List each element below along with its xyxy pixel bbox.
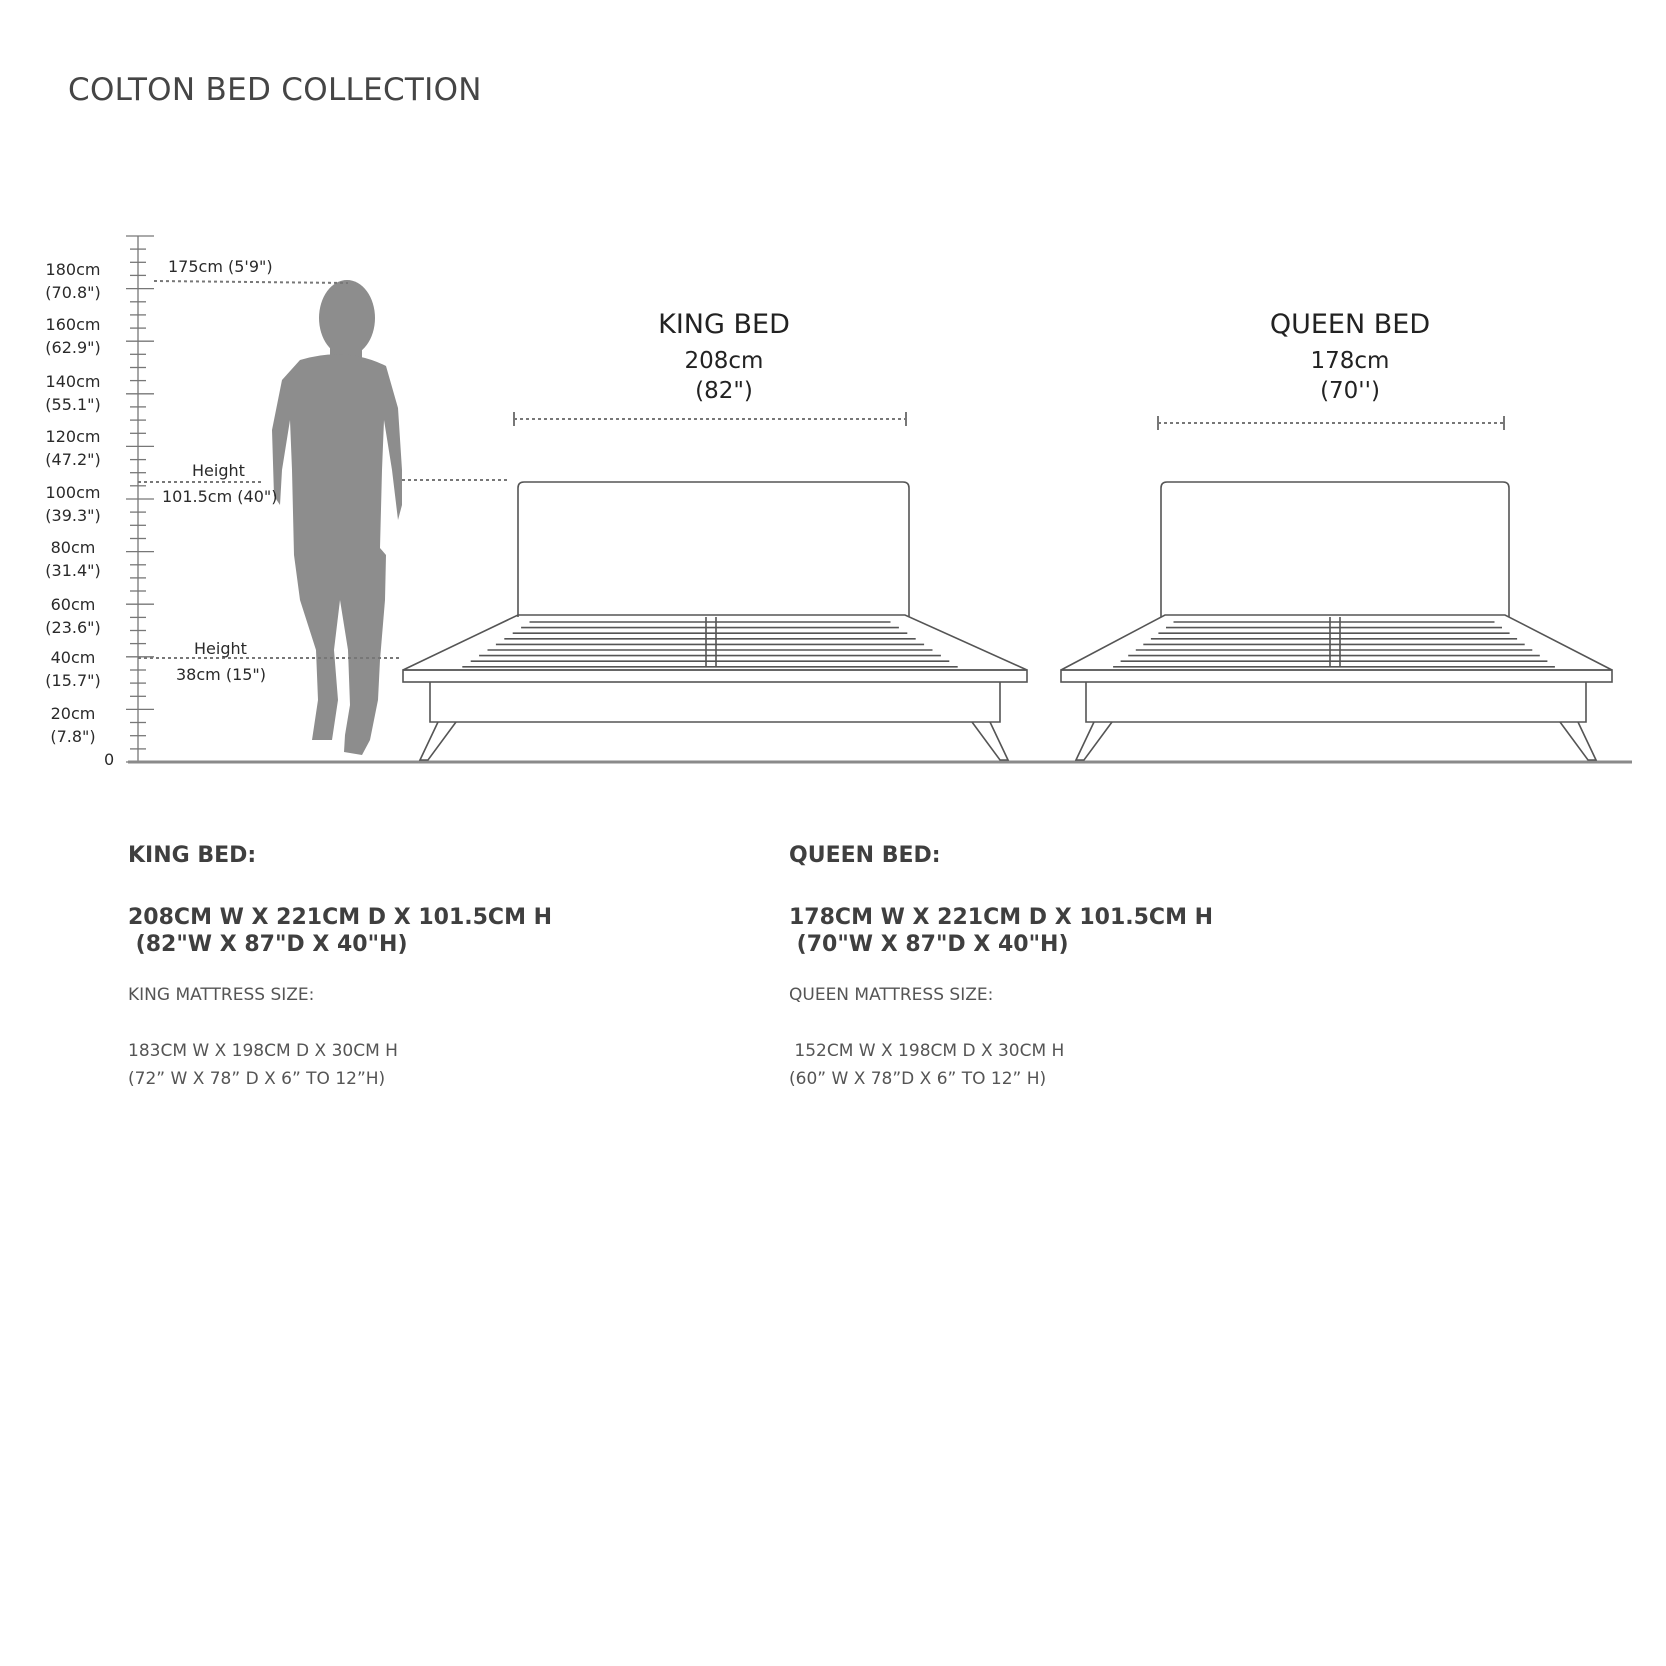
queen-frame-rail xyxy=(1061,670,1612,682)
scale-zero-label: 0 xyxy=(104,750,115,769)
king-mattress-cm: 183CM W X 198CM D X 30CM H xyxy=(128,1041,398,1061)
frame-height-label: Height xyxy=(194,639,247,658)
king-bed-width-in: (82") xyxy=(695,378,753,404)
queen-leg-left xyxy=(1076,722,1112,760)
king-mattress-title: KING MATTRESS SIZE: xyxy=(128,985,315,1005)
scale-label-in: (70.8") xyxy=(45,283,101,302)
height-ruler xyxy=(126,236,154,762)
width-line-caps xyxy=(514,412,1504,430)
bed-dimension-diagram xyxy=(0,0,1666,800)
queen-bed-drawing xyxy=(1061,482,1612,760)
scale-label-cm: 160cm xyxy=(45,315,101,334)
king-frame-apron xyxy=(430,682,1000,722)
queen-spec-dimensions: 178CM W X 221CM D X 101.5CM H (70"W X 87"D X 40"H) xyxy=(789,905,1214,957)
queen-mattress-in: (60” W X 78”D X 6” TO 12” H) xyxy=(789,1069,1047,1089)
scale-label-in: (7.8") xyxy=(50,727,96,746)
scale-label-cm: 80cm xyxy=(50,538,96,557)
king-headboard xyxy=(518,482,909,617)
scale-label-cm: 20cm xyxy=(50,704,96,723)
king-frame-rail xyxy=(403,670,1027,682)
king-bed-specs xyxy=(128,843,648,1089)
scale-label-in: (55.1") xyxy=(45,395,101,414)
queen-bed-title: QUEEN BED xyxy=(1269,309,1431,340)
queen-leg-right xyxy=(1560,722,1596,760)
queen-slats xyxy=(1113,622,1555,667)
king-bed-width-cm: 208cm xyxy=(684,348,764,374)
scale-label-cm: 120cm xyxy=(45,427,101,446)
queen-frame-apron xyxy=(1086,682,1586,722)
scale-label-in: (31.4") xyxy=(45,561,101,580)
scale-label-in: (23.6") xyxy=(45,618,101,637)
queen-mattress-cm: 152CM W X 198CM D X 30CM H xyxy=(789,1041,1065,1061)
queen-bed-width-cm: 178cm xyxy=(1310,348,1390,374)
scale-label-in: (39.3") xyxy=(45,506,101,525)
person-silhouette xyxy=(272,280,402,755)
headboard-height-value: 101.5cm (40") xyxy=(162,487,278,506)
queen-bed-specs xyxy=(789,843,1309,1089)
frame-height-value: 38cm (15") xyxy=(176,665,267,684)
queen-headboard xyxy=(1161,482,1509,617)
queen-bed-width-in: (70'') xyxy=(1320,378,1380,404)
king-mattress-in: (72” W X 78” D X 6” TO 12”H) xyxy=(128,1069,386,1089)
page-title: COLTON BED COLLECTION xyxy=(68,72,482,108)
scale-label-cm: 40cm xyxy=(50,648,96,667)
king-spec-heading: KING BED: xyxy=(128,843,257,868)
scale-label-cm: 100cm xyxy=(45,483,101,502)
scale-label-in: (15.7") xyxy=(45,671,101,690)
scale-label-cm: 140cm xyxy=(45,372,101,391)
king-bed-drawing xyxy=(403,482,1027,760)
scale-label-in: (47.2") xyxy=(45,450,101,469)
king-leg-right xyxy=(972,722,1008,760)
queen-mattress-title: QUEEN MATTRESS SIZE: xyxy=(789,985,994,1005)
king-slats xyxy=(462,622,957,667)
person-height-line xyxy=(154,281,348,283)
scale-label-cm: 60cm xyxy=(50,595,96,614)
queen-spec-heading: QUEEN BED: xyxy=(789,843,941,868)
person-height-label: 175cm (5'9") xyxy=(168,257,273,276)
headboard-height-label: Height xyxy=(192,461,245,480)
scale-label-in: (62.9") xyxy=(45,338,101,357)
king-bed-title: KING BED xyxy=(658,309,790,340)
scale-labels xyxy=(45,260,100,746)
king-spec-dimensions: 208CM W X 221CM D X 101.5CM H (82"W X 87"D X 40"H) xyxy=(128,905,553,957)
scale-label-cm: 180cm xyxy=(45,260,101,279)
king-leg-left xyxy=(420,722,456,760)
